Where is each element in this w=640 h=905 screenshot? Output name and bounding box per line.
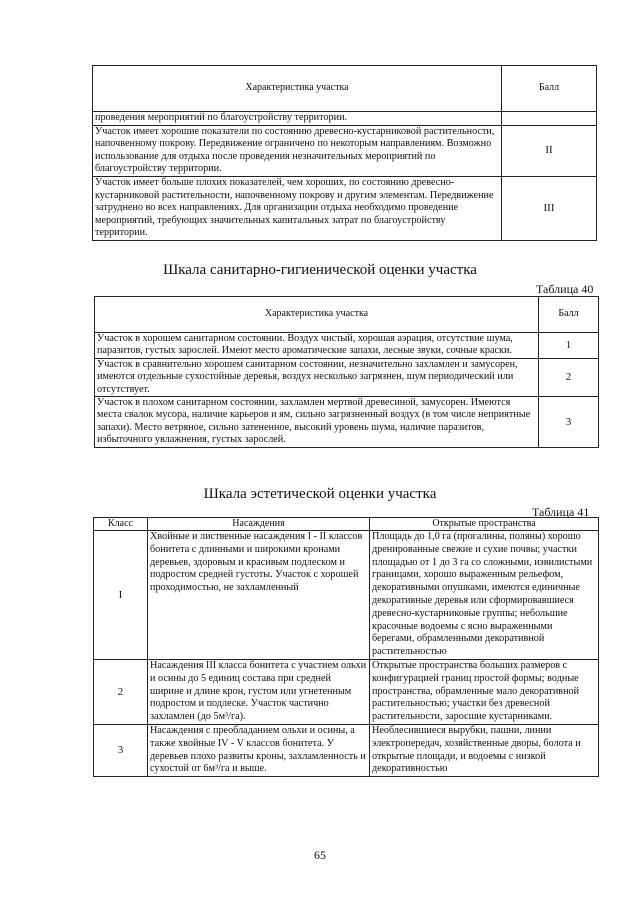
continuation-table [92,65,597,241]
aesthetic-section-title: Шкала эстетической оценки участка [203,486,437,502]
aesthetic-table [93,517,599,777]
row-text: Участок имеет хорошие показатели по состоянию древесно-кустарниковой растительности, напочвенному покрову. Передвижение ограничено по некоторым направлениям. Возможно использование для отдыха после проведения незначительных мероприятий по благоустройству территории. [93,125,502,176]
table-row [93,125,597,176]
header-characteristic: Характеристика участка [93,66,502,112]
row-score: 3 [539,397,599,448]
row-score [502,112,597,126]
row-open-spaces: Площадь до 1,0 га (прогалины, поляны) хорошо дренированные свежие и сухие почвы; участки площадью от 1 до 3 га со сложными, извилистыми границами, хорошо выраженным рельефом, декоративными опушками, имеются единичные декоративные деревья или сформировавшиеся древесно-кустарниковые группы; небольшие красочные водоемы с ясно выраженными берегами, обрамленными декоративной растительностью [370,531,599,660]
row-text: Участок в плохом санитарном состоянии, захламлен мертвой древесиной, замусорен. Имеются места свалок мусора, наличие карьеров и ям, сильно загрязненный воздух (в том числе неприятные запахи). Место ветряное, сильно затененное, высокий уровень шума, наличие паразитов, избыточного увлажнения, густых зарослей. [95,397,539,448]
table-41-label: Таблица 41 [532,505,590,519]
row-text: проведения мероприятий по благоустройству территории. [93,112,502,126]
row-open-spaces: Открытые пространства больших размеров с конфигурацией границ простой формы; водные пространства, обрамленные мало декоративной растительностью; участки без древесной растительности, заросшие кустарниками. [370,659,599,724]
header-score: Балл [539,297,599,333]
row-score: III [502,176,597,240]
table-row [95,333,599,359]
header-characteristic: Характеристика участка [95,297,539,333]
row-open-spaces: Необлесившиеся вырубки, пашни, линии электропередач, хозяйственные дворы, болота и открытые площади, и водоемы с низкой декоративностью [370,724,599,776]
table-row [95,397,599,448]
table-row [95,358,599,396]
page-number: 65 [314,848,326,862]
sanitary-section-title: Шкала санитарно-гигиенической оценки участка [163,262,477,278]
table-row [93,176,597,240]
header-plantings: Насаждения [148,518,370,531]
sanitary-table [94,296,599,448]
row-text: Участок в сравнительно хорошем санитарном состоянии, незначительно захламлен и замусорен, имеются отдельные сухостойные деревья, воздух несколько загрязнен, шум периодический или отсутствует. [95,358,539,396]
header-score: Балл [502,66,597,112]
table-row [94,724,599,776]
row-plantings: Хвойные и лиственные насаждения I - II классов бонитета с длинными и широкими кронами деревьев, здоровым и красивым подлеском и подростом средней густоты. Участок с хорошей проходимостью, не захламленный [148,531,370,660]
row-text: Участок имеет больше плохих показателей, чем хороших, по состоянию древесно-кустарниковой растительности, напочвенному покрову и другим элементам. Передвижение затруднено во всех направлениях. Для организации отдыха необходимо проведение мероприятий, требующих значительных капитальных затрат по благоустройству территории. [93,176,502,240]
row-plantings: Насаждения с преобладанием ольхи и осины, а также хвойные IV - V классов бонитета. У деревьев плохо развиты кроны, захламленность и сухостой от 6м³/га и выше. [148,724,370,776]
row-class: 3 [94,724,148,776]
header-open-spaces: Открытые пространства [370,518,599,531]
table-row [94,659,599,724]
row-score: 1 [539,333,599,359]
row-class: 2 [94,659,148,724]
row-score: II [502,125,597,176]
header-class: Класс [94,518,148,531]
row-text: Участок в хорошем санитарном состоянии. Воздух чистый, хорошая аэрация, отсутствие шума, паразитов, густых зарослей. Имеют место ароматические запахи, лесные звуки, сочные краски. [95,333,539,359]
row-score: 2 [539,358,599,396]
table-row [93,112,597,126]
table-row [94,531,599,660]
table-40-label: Таблица 40 [536,282,594,296]
row-plantings: Насаждения III класса бонитета с участием ольхи и осины до 5 единиц состава при средней ширине и длине крон, густом или угнетенным подростом и подлеске. Участок частично захламлен (до 5м³/га). [148,659,370,724]
row-class: I [94,531,148,660]
